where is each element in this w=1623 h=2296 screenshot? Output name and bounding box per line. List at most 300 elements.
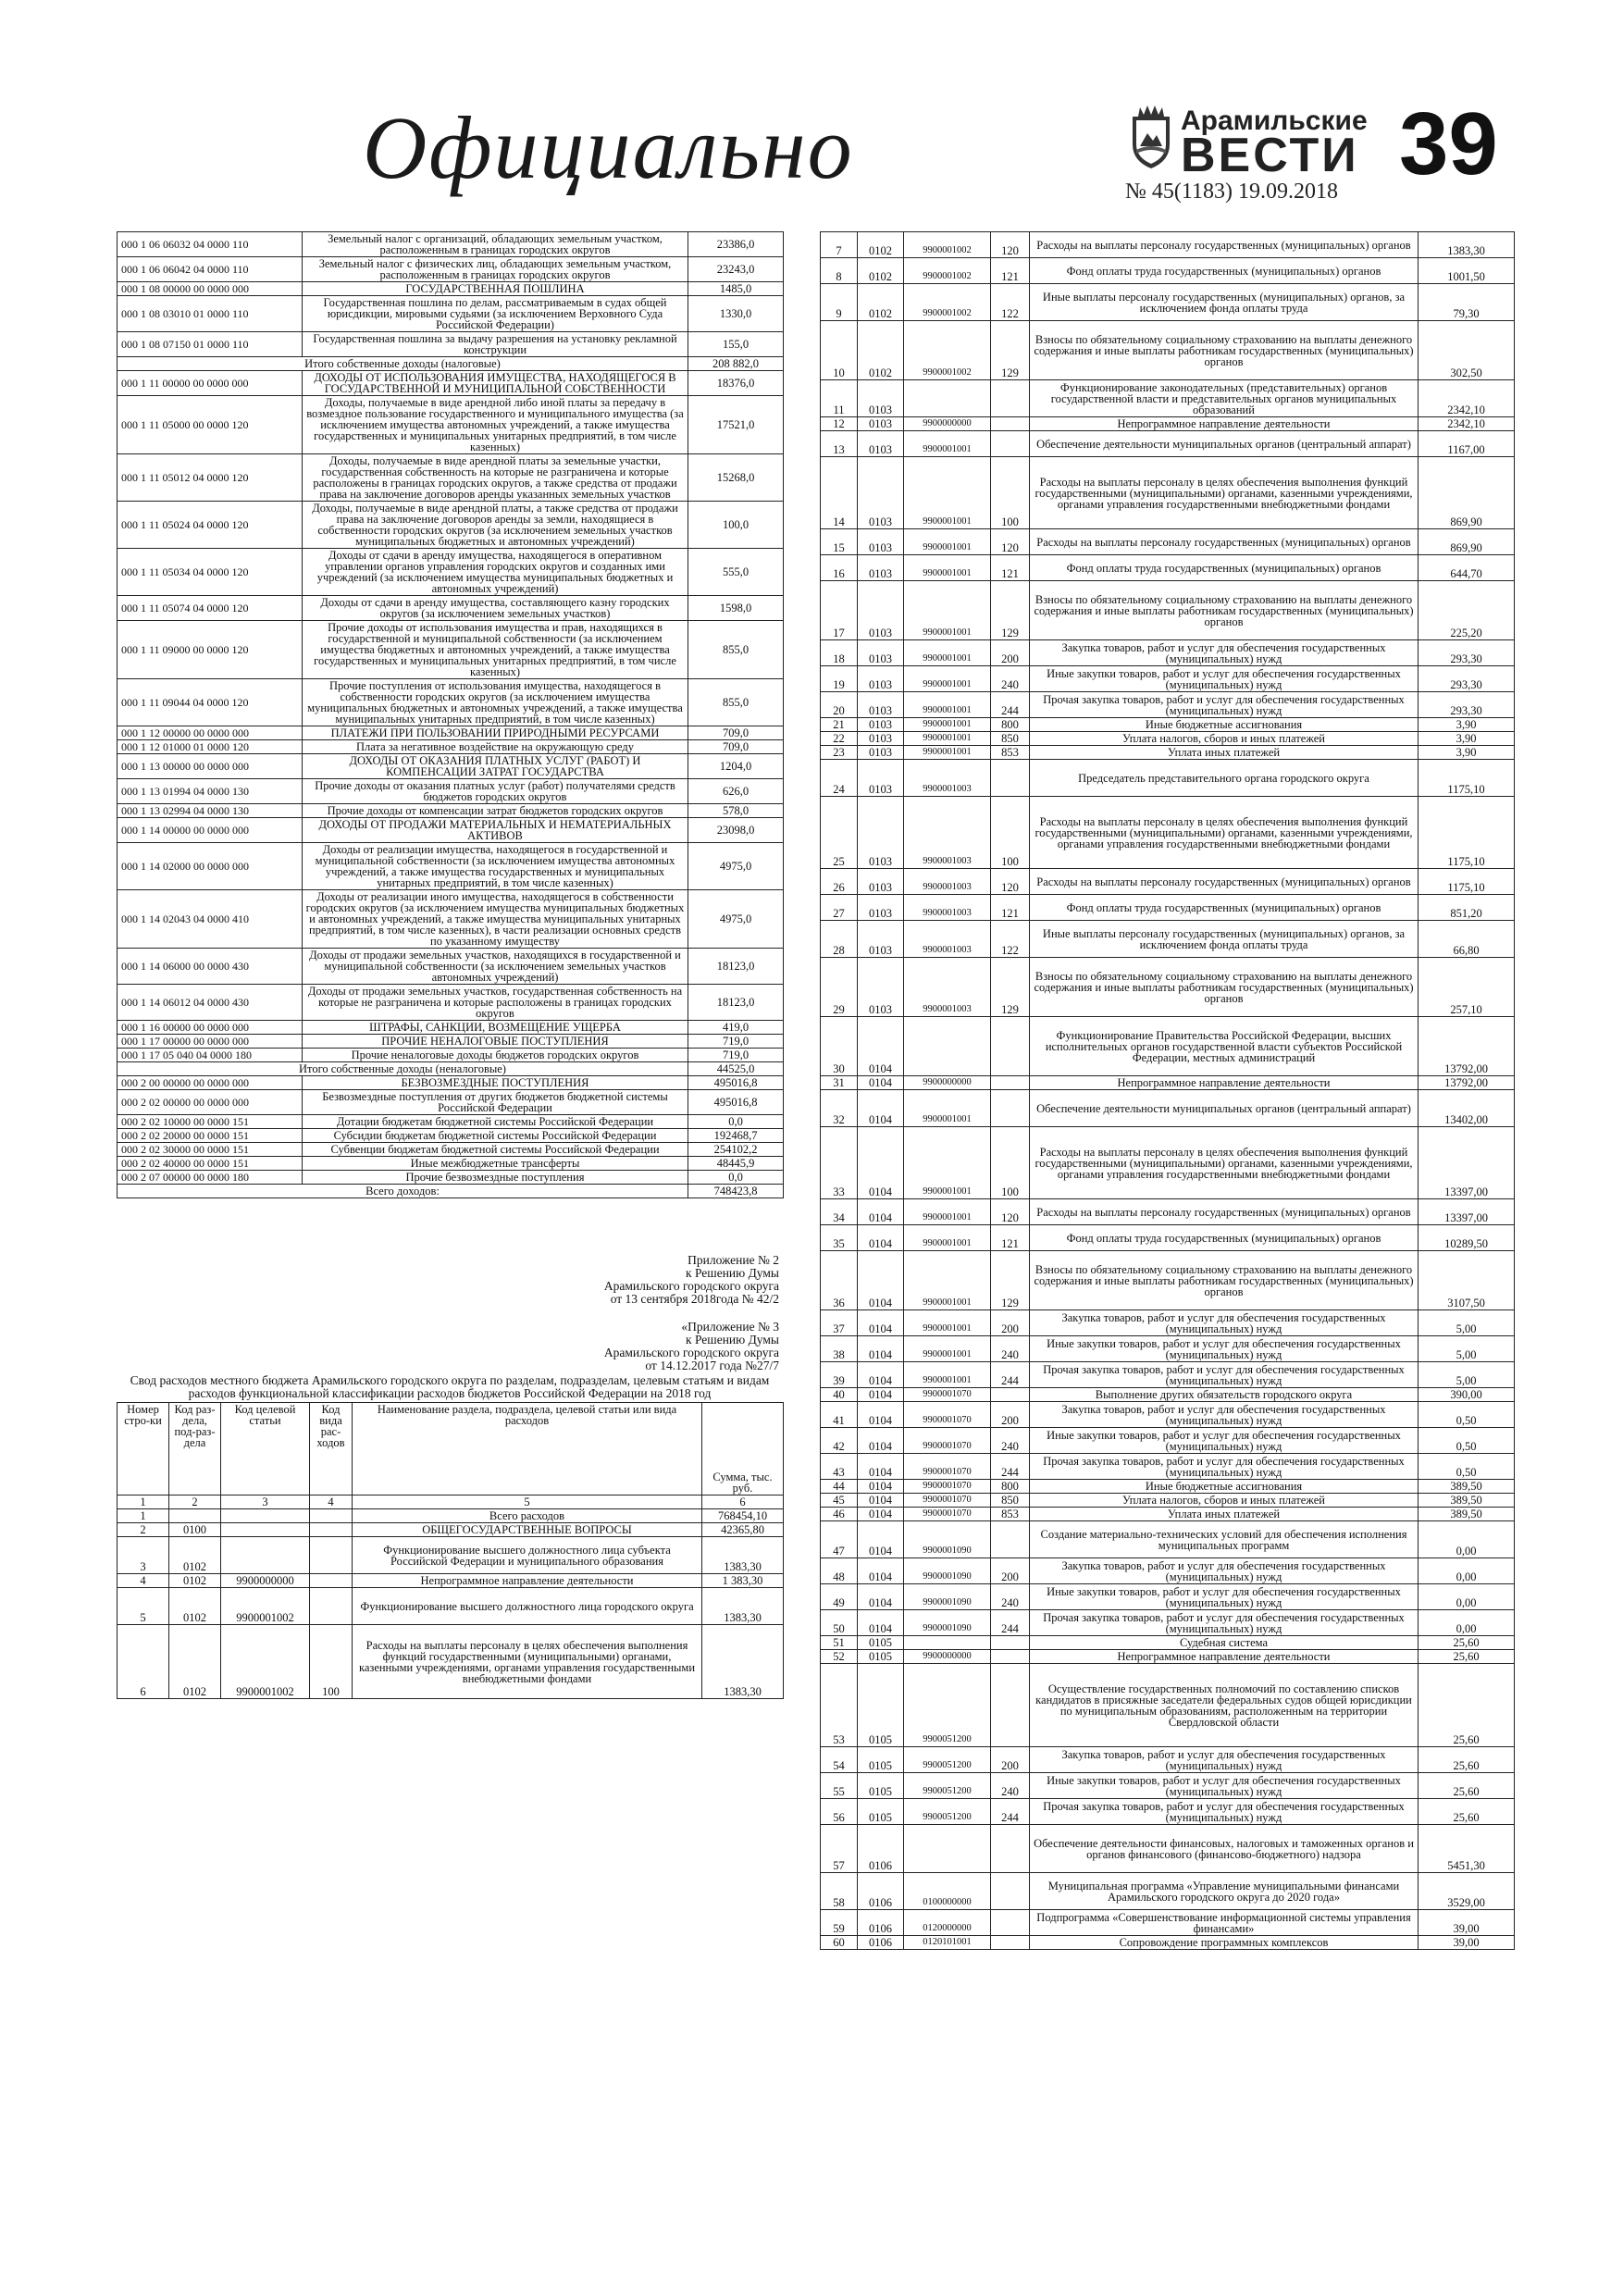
income-code: 000 1 06 06042 04 0000 110 <box>118 257 303 282</box>
income-sum: 23386,0 <box>688 232 784 257</box>
header-num: 6 <box>702 1496 784 1509</box>
expense-name: Иные выплаты персоналу государственных (муниципальных) органов, за исключением фонда оплаты труда <box>1030 284 1419 321</box>
expense-row <box>821 1610 1515 1636</box>
expense-target-code: 9900001090 <box>904 1558 991 1584</box>
income-name: Прочие доходы от использования имущества и прав, находящихся в государственной и муниципальной собственности (за исключением имущества бюджетных и автономных учреждений, а также имущества государственных и муниципальных унитарных предприятий, в том числе казенных) <box>303 621 688 679</box>
expense-name: Взносы по обязательному социальному страхованию на выплаты денежного содержания и иные выплаты работникам государственных (муниципальных) органов <box>1030 958 1419 1017</box>
expense-row-number: 25 <box>821 797 858 869</box>
expense-row-number: 60 <box>821 1936 858 1950</box>
expense-name: Уплата налогов, сборов и иных платежей <box>1030 1494 1419 1508</box>
expense-row-number: 19 <box>821 666 858 692</box>
expense-target-code: 9900001003 <box>904 895 991 921</box>
expense-type-code: 120 <box>991 232 1030 258</box>
expense-row <box>821 321 1515 380</box>
expense-type-code <box>991 760 1030 797</box>
expense-row-number: 12 <box>821 417 858 431</box>
income-name: Земельный налог с физических лиц, обладающих земельным участком, расположенным в границах городских округов <box>303 257 688 282</box>
expense-row <box>821 760 1515 797</box>
expense-name: Выполнение других обязательств городского округа <box>1030 1388 1419 1402</box>
expense-target-code: 9900001070 <box>904 1508 991 1521</box>
income-row <box>118 1157 784 1171</box>
expense-row <box>821 1799 1515 1825</box>
income-name: Прочие доходы от компенсации затрат бюджетов городских округов <box>303 804 688 818</box>
expense-name: Прочая закупка товаров, работ и услуг для обеспечения государственных (муниципальных) нужд <box>1030 1610 1419 1636</box>
expense-target-code: 9900001070 <box>904 1454 991 1480</box>
expense-type-code <box>991 1521 1030 1558</box>
right-column <box>820 231 1514 1950</box>
expense-section-code: 0103 <box>858 666 904 692</box>
income-row <box>118 282 784 296</box>
expense-target-code: 9900001001 <box>904 1225 991 1251</box>
expense-name: Взносы по обязательному социальному страхованию на выплаты денежного содержания и иные выплаты работникам государственных (муниципальных) органов <box>1030 581 1419 640</box>
expense-section-code: 0102 <box>858 284 904 321</box>
expense-row <box>821 692 1515 718</box>
expense-sum: 13397,00 <box>1419 1199 1515 1225</box>
expense-sum: 768454,10 <box>702 1509 784 1523</box>
expense-target-code: 9900051200 <box>904 1799 991 1825</box>
expense-section-code: 0106 <box>858 1936 904 1950</box>
expense-type-code <box>310 1509 353 1523</box>
expense-row <box>821 921 1515 958</box>
expense-row-number: 57 <box>821 1825 858 1873</box>
expense-name: Расходы на выплаты персоналу государственных (муниципальных) органов <box>1030 232 1419 258</box>
income-code: 000 2 02 20000 00 0000 151 <box>118 1129 303 1143</box>
expense-row <box>821 732 1515 746</box>
expense-row-number: 40 <box>821 1388 858 1402</box>
income-row <box>118 726 784 740</box>
appendix-line: Арамильского городского округа <box>603 1346 779 1359</box>
income-row <box>118 843 784 890</box>
expense-type-code: 121 <box>991 895 1030 921</box>
income-code: 000 1 13 01994 04 0000 130 <box>118 779 303 804</box>
income-row <box>118 1021 784 1035</box>
expense-type-code: 244 <box>991 1610 1030 1636</box>
expense-type-code <box>310 1523 353 1537</box>
expense-row <box>821 1773 1515 1799</box>
income-name: Субвенции бюджетам бюджетной системы Российской Федерации <box>303 1143 688 1157</box>
income-sum: 709,0 <box>688 726 784 740</box>
expense-row-number: 2 <box>118 1523 169 1537</box>
header-num: 3 <box>221 1496 310 1509</box>
expense-sum: 10289,50 <box>1419 1225 1515 1251</box>
expense-row-number: 50 <box>821 1610 858 1636</box>
income-row <box>118 1076 784 1090</box>
expense-row <box>821 232 1515 258</box>
expense-target-code: 9900051200 <box>904 1664 991 1747</box>
expense-target-code: 9900001070 <box>904 1428 991 1454</box>
expense-row-number: 17 <box>821 581 858 640</box>
expense-row <box>821 1664 1515 1747</box>
expense-type-code: 122 <box>991 284 1030 321</box>
expense-type-code: 200 <box>991 1747 1030 1773</box>
income-row <box>118 679 784 726</box>
expense-section-code: 0104 <box>858 1251 904 1310</box>
expense-section-code: 0103 <box>858 640 904 666</box>
income-name: Доходы от сдачи в аренду имущества, составляющего казну городских округов (за исключением земельных участков) <box>303 596 688 621</box>
expense-sum: 389,50 <box>1419 1494 1515 1508</box>
expense-row-number: 38 <box>821 1336 858 1362</box>
income-code: 000 1 11 05012 04 0000 120 <box>118 454 303 502</box>
expense-row-number: 26 <box>821 869 858 895</box>
expense-name: Закупка товаров, работ и услуг для обеспечения государственных (муниципальных) нужд <box>1030 1558 1419 1584</box>
expense-name: Закупка товаров, работ и услуг для обеспечения государственных (муниципальных) нужд <box>1030 1310 1419 1336</box>
expense-target-code: 9900001001 <box>904 640 991 666</box>
expense-target-code <box>904 1636 991 1650</box>
expense-row-number: 31 <box>821 1076 858 1090</box>
expense-name: Уплата иных платежей <box>1030 746 1419 760</box>
income-row <box>118 357 784 371</box>
expense-sum: 2342,10 <box>1419 380 1515 417</box>
expense-section-code: 0102 <box>169 1625 221 1699</box>
expense-type-code: 121 <box>991 258 1030 284</box>
income-row <box>118 779 784 804</box>
income-name: Доходы, получаемые в виде арендной либо иной платы за передачу в возмездное пользование государственного и муниципального имущества (за исключением имущества автономных учреждений, а также имущества государственных и муниципальных унитарных предприятий, в том числе казенных) <box>303 396 688 454</box>
expense-row <box>118 1537 784 1574</box>
expense-name: Сопровождение программных комплексов <box>1030 1936 1419 1950</box>
expense-type-code: 240 <box>991 1428 1030 1454</box>
expense-type-code: 121 <box>991 1225 1030 1251</box>
expense-type-code: 129 <box>991 581 1030 640</box>
expense-row-number: 6 <box>118 1625 169 1699</box>
expense-sum: 3107,50 <box>1419 1251 1515 1310</box>
expense-section-code: 0103 <box>858 380 904 417</box>
expense-name: Расходы на выплаты персоналу государственных (муниципальных) органов <box>1030 869 1419 895</box>
expense-row <box>821 581 1515 640</box>
expense-section-code: 0103 <box>858 718 904 732</box>
expense-section-code: 0104 <box>858 1521 904 1558</box>
expense-sum: 1001,50 <box>1419 258 1515 284</box>
appendix-line: «Приложение № 3 <box>681 1320 779 1334</box>
income-code: 000 1 17 05 040 04 0000 180 <box>118 1049 303 1062</box>
income-sum: 719,0 <box>688 1049 784 1062</box>
expense-section-code: 0104 <box>858 1017 904 1076</box>
expense-sum: 0,50 <box>1419 1402 1515 1428</box>
expense-sum: 25,60 <box>1419 1773 1515 1799</box>
expense-row <box>821 431 1515 457</box>
income-sum: 855,0 <box>688 621 784 679</box>
expense-row-number: 54 <box>821 1747 858 1773</box>
expense-name: Иные закупки товаров, работ и услуг для обеспечения государственных (муниципальных) нужд <box>1030 1584 1419 1610</box>
expense-type-code: 853 <box>991 746 1030 760</box>
expense-sum: 293,30 <box>1419 666 1515 692</box>
expense-row-number: 44 <box>821 1480 858 1494</box>
expense-row <box>821 1362 1515 1388</box>
header-name: Наименование раздела, подраздела, целевой статьи или вида расходов <box>353 1403 702 1496</box>
expense-sum: 869,90 <box>1419 457 1515 529</box>
expense-sum: 3,90 <box>1419 732 1515 746</box>
income-sum: 44525,0 <box>688 1062 784 1076</box>
expense-row-number: 7 <box>821 232 858 258</box>
expense-section-code: 0104 <box>858 1199 904 1225</box>
expense-type-code: 800 <box>991 718 1030 732</box>
expense-row <box>821 958 1515 1017</box>
expense-name: Иные закупки товаров, работ и услуг для обеспечения государственных (муниципальных) нужд <box>1030 1773 1419 1799</box>
expense-row <box>821 869 1515 895</box>
header-row-number: Номер стро-ки <box>118 1403 169 1496</box>
appendix-line: Приложение № 2 <box>688 1253 779 1267</box>
expense-row <box>821 529 1515 555</box>
expense-name: Непрограммное направление деятельности <box>1030 1650 1419 1664</box>
expense-section-code: 0103 <box>858 921 904 958</box>
expense-sum: 25,60 <box>1419 1747 1515 1773</box>
expense-type-code <box>991 1090 1030 1127</box>
expense-row <box>821 380 1515 417</box>
expense-sum: 1383,30 <box>1419 232 1515 258</box>
income-sum: 48445,9 <box>688 1157 784 1171</box>
expense-name: Иные закупки товаров, работ и услуг для обеспечения государственных (муниципальных) нужд <box>1030 1336 1419 1362</box>
expense-section-code: 0104 <box>858 1454 904 1480</box>
expense-row <box>821 1225 1515 1251</box>
section-title: Официально <box>363 98 854 197</box>
expense-type-code: 100 <box>991 1127 1030 1199</box>
income-name: Государственная пошлина по делам, рассматриваемым в судах общей юрисдикции, мировыми судьями (за исключением Верховного Суда Российской Федерации) <box>303 296 688 332</box>
income-code: 000 2 00 00000 00 0000 000 <box>118 1076 303 1090</box>
expense-row-number: 43 <box>821 1454 858 1480</box>
expense-section-code: 0105 <box>858 1650 904 1664</box>
income-row <box>118 296 784 332</box>
expense-sum: 0,50 <box>1419 1428 1515 1454</box>
income-sum: 18376,0 <box>688 371 784 396</box>
expense-type-code <box>991 1650 1030 1664</box>
expense-sum: 1383,30 <box>702 1588 784 1625</box>
expense-sum: 869,90 <box>1419 529 1515 555</box>
expense-target-code: 9900001001 <box>904 732 991 746</box>
income-code: 000 1 11 09000 00 0000 120 <box>118 621 303 679</box>
expense-type-code: 200 <box>991 1402 1030 1428</box>
income-code: 000 1 11 05024 04 0000 120 <box>118 502 303 549</box>
expense-target-code: 9900001070 <box>904 1494 991 1508</box>
expense-row-number: 28 <box>821 921 858 958</box>
income-name: Плата за негативное воздействие на окружающую среду <box>303 740 688 754</box>
expense-target-code: 9900001070 <box>904 1480 991 1494</box>
expense-target-code: 9900001003 <box>904 760 991 797</box>
brand-main-text: ВЕСТИ <box>1181 129 1359 182</box>
expense-type-code: 244 <box>991 1799 1030 1825</box>
expense-name: Иные бюджетные ассигнования <box>1030 1480 1419 1494</box>
expense-row-number: 14 <box>821 457 858 529</box>
expense-sum: 3529,00 <box>1419 1873 1515 1910</box>
income-sum: 1598,0 <box>688 596 784 621</box>
expense-target-code <box>221 1509 310 1523</box>
income-code: 000 1 17 00000 00 0000 000 <box>118 1035 303 1049</box>
expense-name: Расходы на выплаты персоналу в целях обеспечения выполнения функций государственными (муниципальными) органами, казенными учреждениями, органами управления государственными внебюджетными фондами <box>1030 1127 1419 1199</box>
income-row <box>118 1035 784 1049</box>
expense-type-code: 100 <box>991 457 1030 529</box>
expense-section-code: 0103 <box>858 797 904 869</box>
income-code: 000 2 02 10000 00 0000 151 <box>118 1115 303 1129</box>
expense-name: Осуществление государственных полномочий по составлению списков кандидатов в присяжные заседатели федеральных судов общей юрисдикции по муниципальным образованиям, расположенным на территории Свердловской области <box>1030 1664 1419 1747</box>
income-sum: 208 882,0 <box>688 357 784 371</box>
expense-type-code: 129 <box>991 321 1030 380</box>
expense-name: Председатель представительного органа городского округа <box>1030 760 1419 797</box>
income-row <box>118 502 784 549</box>
expense-row-number: 22 <box>821 732 858 746</box>
expense-section-code: 0104 <box>858 1480 904 1494</box>
expense-target-code: 9900001002 <box>221 1588 310 1625</box>
expense-type-code <box>991 1910 1030 1936</box>
appendix-line: от 14.12.2017 года №27/7 <box>645 1359 779 1372</box>
expense-sum: 1175,10 <box>1419 797 1515 869</box>
income-code: 000 2 02 40000 00 0000 151 <box>118 1157 303 1171</box>
expense-section-code: 0104 <box>858 1494 904 1508</box>
header-num: 1 <box>118 1496 169 1509</box>
expense-row <box>821 1310 1515 1336</box>
expense-row-number: 36 <box>821 1251 858 1310</box>
brand-top-text: Арамильские <box>1181 105 1368 136</box>
expense-type-code <box>310 1588 353 1625</box>
expense-row-number: 29 <box>821 958 858 1017</box>
header-sum: Сумма, тыс. руб. <box>702 1403 784 1496</box>
income-row <box>118 818 784 843</box>
income-name: Доходы от реализации имущества, находящегося в государственной и муниципальной собственности (за исключением имущества автономных учреждений, а также имущества государственных и муниципальных унитарных предприятий, в том числе казенных) <box>303 843 688 890</box>
expense-section-code: 0102 <box>858 258 904 284</box>
expense-sum: 5,00 <box>1419 1336 1515 1362</box>
expense-row-number: 30 <box>821 1017 858 1076</box>
income-row <box>118 371 784 396</box>
expense-row <box>821 1494 1515 1508</box>
expense-name: Фонд оплаты труда государственных (муниципальных) органов <box>1030 1225 1419 1251</box>
expense-type-code: 129 <box>991 1251 1030 1310</box>
expense-sum: 0,00 <box>1419 1521 1515 1558</box>
income-sum: 4975,0 <box>688 843 784 890</box>
expense-target-code: 9900001002 <box>221 1625 310 1699</box>
income-sum: 419,0 <box>688 1021 784 1035</box>
expense-sum: 257,10 <box>1419 958 1515 1017</box>
expense-sum: 3,90 <box>1419 718 1515 732</box>
expense-row-number: 5 <box>118 1588 169 1625</box>
expense-type-code <box>991 1873 1030 1910</box>
expense-target-code: 9900001001 <box>904 666 991 692</box>
expense-target-code: 9900001090 <box>904 1610 991 1636</box>
income-code: 000 2 07 00000 00 0000 180 <box>118 1171 303 1185</box>
expense-section-code: 0104 <box>858 1388 904 1402</box>
income-name: БЕЗВОЗМЕЗДНЫЕ ПОСТУПЛЕНИЯ <box>303 1076 688 1090</box>
expense-row-number: 21 <box>821 718 858 732</box>
expense-target-code: 9900001001 <box>904 1199 991 1225</box>
income-code: 000 1 13 02994 04 0000 130 <box>118 804 303 818</box>
expense-type-code: 120 <box>991 1199 1030 1225</box>
appendix-line: Арамильского городского округа <box>603 1279 779 1293</box>
expense-name: Функционирование высшего должностного лица городского округа <box>353 1588 702 1625</box>
income-sum: 15268,0 <box>688 454 784 502</box>
left-column <box>117 231 783 1699</box>
expense-row-number: 27 <box>821 895 858 921</box>
income-name: Безвозмездные поступления от других бюджетов бюджетной системы Российской Федерации <box>303 1090 688 1115</box>
expense-name: Муниципальная программа «Управление муниципальными финансами Арамильского городского округа до 2020 года» <box>1030 1873 1419 1910</box>
expense-target-code: 9900001001 <box>904 718 991 732</box>
income-name: Земельный налог с организаций, обладающих земельным участком, расположенным в границах городских округов <box>303 232 688 257</box>
expense-name: Подпрограмма «Совершенствование информационной системы управления финансами» <box>1030 1910 1419 1936</box>
income-sum: 709,0 <box>688 740 784 754</box>
expense-type-code: 240 <box>991 666 1030 692</box>
appendix-line: к Решению Думы <box>686 1333 779 1347</box>
expense-section-code: 0105 <box>858 1799 904 1825</box>
expense-type-code: 120 <box>991 869 1030 895</box>
expense-row <box>118 1509 784 1523</box>
expense-section-code: 0103 <box>858 692 904 718</box>
expense-section-code: 0103 <box>858 732 904 746</box>
income-row <box>118 1049 784 1062</box>
income-name: ДОХОДЫ ОТ ИСПОЛЬЗОВАНИЯ ИМУЩЕСТВА, НАХОДЯЩЕГОСЯ В ГОСУДАРСТВЕННОЙ И МУНИЦИПАЛЬНОЙ СОБСТВЕННОСТИ <box>303 371 688 396</box>
income-code: 000 1 11 05000 00 0000 120 <box>118 396 303 454</box>
expense-sum: 293,30 <box>1419 692 1515 718</box>
expense-row-number: 41 <box>821 1402 858 1428</box>
income-row <box>118 549 784 596</box>
expense-row <box>821 258 1515 284</box>
income-sum: 254102,2 <box>688 1143 784 1157</box>
expense-target-code: 0100000000 <box>904 1873 991 1910</box>
income-row <box>118 1062 784 1076</box>
expense-sum: 1167,00 <box>1419 431 1515 457</box>
page-number: 39 <box>1399 94 1498 193</box>
expense-section-code: 0103 <box>858 457 904 529</box>
expense-sum: 0,50 <box>1419 1454 1515 1480</box>
expense-sum: 1383,30 <box>702 1625 784 1699</box>
expense-row <box>821 1336 1515 1362</box>
expense-section-code: 0106 <box>858 1910 904 1936</box>
expense-name: Фонд оплаты труда государственных (муниципальных) органов <box>1030 895 1419 921</box>
expense-sum: 13792,00 <box>1419 1076 1515 1090</box>
expense-row-number: 37 <box>821 1310 858 1336</box>
expense-section-code: 0104 <box>858 1336 904 1362</box>
expense-type-code <box>991 1017 1030 1076</box>
expense-name: Фонд оплаты труда государственных (муниципальных) органов <box>1030 258 1419 284</box>
expense-sum: 0,00 <box>1419 1558 1515 1584</box>
expense-sum: 0,00 <box>1419 1610 1515 1636</box>
newspaper-logo <box>1127 104 1368 182</box>
issue-info: № 45(1183) 19.09.2018 <box>1125 180 1338 204</box>
expense-row-number: 58 <box>821 1873 858 1910</box>
income-code: 000 1 12 00000 00 0000 000 <box>118 726 303 740</box>
expense-name: Иные выплаты персоналу государственных (муниципальных) органов, за исключением фонда оплаты труда <box>1030 921 1419 958</box>
expense-name: Непрограммное направление деятельности <box>353 1574 702 1588</box>
expense-section-code: 0104 <box>858 1076 904 1090</box>
expense-sum: 39,00 <box>1419 1910 1515 1936</box>
expense-type-code: 240 <box>991 1336 1030 1362</box>
expense-name: Расходы на выплаты персоналу государственных (муниципальных) органов <box>1030 1199 1419 1225</box>
expense-row-number: 23 <box>821 746 858 760</box>
expense-target-code: 9900001002 <box>904 284 991 321</box>
expense-type-code: 240 <box>991 1584 1030 1610</box>
income-sum: 0,0 <box>688 1171 784 1185</box>
income-name: Доходы от продажи земельных участков, государственная собственность на которые не разграничена и которые расположены в границах городских округов <box>303 985 688 1021</box>
expense-row-number: 56 <box>821 1799 858 1825</box>
income-row <box>118 396 784 454</box>
expense-target-code: 9900001001 <box>904 431 991 457</box>
income-code: 000 1 14 02000 00 0000 000 <box>118 843 303 890</box>
expense-row <box>821 1825 1515 1873</box>
expense-type-code: 120 <box>991 529 1030 555</box>
expense-target-code: 9900001070 <box>904 1388 991 1402</box>
expense-row-number: 24 <box>821 760 858 797</box>
income-row <box>118 454 784 502</box>
expense-section-code: 0103 <box>858 581 904 640</box>
income-row <box>118 740 784 754</box>
income-row <box>118 1185 784 1198</box>
expense-row-number: 20 <box>821 692 858 718</box>
expense-row <box>821 1199 1515 1225</box>
expense-section-code: 0104 <box>858 1428 904 1454</box>
expense-name: Закупка товаров, работ и услуг для обеспечения государственных (муниципальных) нужд <box>1030 1402 1419 1428</box>
income-sum: 1204,0 <box>688 754 784 779</box>
expense-row <box>821 1873 1515 1910</box>
income-sum: 1330,0 <box>688 296 784 332</box>
expense-row <box>821 1508 1515 1521</box>
expense-section-code: 0102 <box>169 1574 221 1588</box>
expense-row <box>821 1428 1515 1454</box>
expense-sum: 25,60 <box>1419 1664 1515 1747</box>
expense-table-left <box>117 1402 784 1699</box>
